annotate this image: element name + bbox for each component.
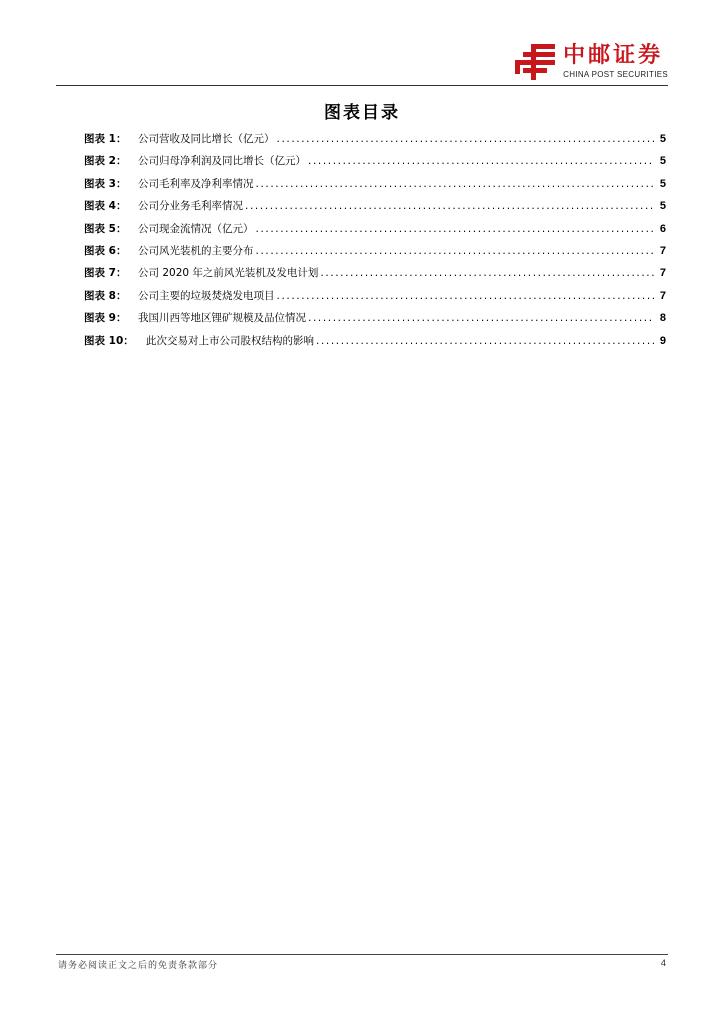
toc-entry-title: 公司风光装机的主要分布	[138, 244, 254, 257]
toc-entry-page: 5	[659, 200, 666, 213]
toc-entry-label: 图表 8：	[84, 289, 127, 302]
logo-chinese-name: 中邮证券	[563, 43, 664, 68]
toc-entry-title: 公司营收及同比增长（亿元）	[138, 133, 275, 145]
logo-english-name: CHINA POST SECURITIES	[563, 70, 668, 79]
toc-entry-page: 5	[659, 155, 666, 168]
toc-entry-title: 公司主要的垃圾焚烧发电项目	[138, 289, 275, 302]
toc-entry-title: 公司 2020 年之前风光装机及发电计划	[138, 267, 319, 280]
toc-entry-label: 图表 7：	[84, 267, 127, 280]
toc-leader-dots	[277, 131, 655, 147]
footer-page-number: 4	[660, 958, 666, 969]
toc-entry-label: 图表 5：	[84, 222, 127, 235]
toc-entry[interactable]	[84, 221, 666, 243]
header-divider	[56, 85, 668, 86]
toc-entry-label: 图表 1：	[84, 133, 127, 145]
toc-entry[interactable]	[84, 310, 666, 332]
toc-entry[interactable]	[84, 243, 666, 265]
toc-entry-page: 7	[659, 267, 666, 280]
footer-divider	[56, 954, 668, 955]
toc-entry-title: 我国川西等地区锂矿规模及品位情况	[138, 312, 306, 325]
page-title: 图表目录	[324, 103, 400, 123]
toc-entry-page: 7	[659, 289, 666, 302]
toc-entry-label: 图表 2：	[84, 155, 127, 168]
toc-leader-dots	[245, 198, 654, 214]
toc-entry-label: 图表 3：	[84, 177, 127, 190]
footer-disclaimer: 请务必阅读正文之后的免责条款部分	[58, 961, 219, 971]
toc-entry-page: 9	[659, 334, 666, 347]
toc-entry-page: 7	[659, 244, 666, 257]
toc-leader-dots	[308, 153, 654, 169]
toc-leader-dots	[256, 243, 655, 259]
toc-entry-page: 5	[659, 177, 666, 190]
toc-entry-title: 此次交易对上市公司股权结构的影响	[146, 334, 314, 347]
toc-entry-title: 公司归母净利润及同比增长（亿元）	[138, 155, 306, 168]
toc-entry[interactable]	[84, 333, 666, 355]
toc-entry-page: 6	[659, 222, 666, 235]
toc-leader-dots	[256, 176, 655, 192]
toc-entry-label: 图表 10：	[84, 334, 134, 347]
toc-entry[interactable]	[84, 176, 666, 198]
toc-entry-label: 图表 4：	[84, 200, 127, 213]
toc-leader-dots	[308, 310, 654, 326]
toc-list	[84, 131, 666, 355]
toc-leader-dots	[316, 333, 654, 349]
toc-entry[interactable]	[84, 131, 666, 153]
toc-entry-title: 公司毛利率及净利率情况	[138, 177, 254, 190]
toc-entry[interactable]	[84, 265, 666, 287]
toc-entry-label: 图表 9：	[84, 312, 127, 325]
toc-leader-dots	[320, 265, 654, 281]
toc-entry-label: 图表 6：	[84, 244, 127, 257]
toc-entry-page: 8	[659, 312, 666, 325]
page-header	[56, 40, 668, 86]
toc-entry[interactable]	[84, 288, 666, 310]
company-logo	[513, 42, 668, 82]
toc-entry-title: 公司现金流情况（亿元）	[138, 222, 254, 235]
toc-leader-dots	[256, 221, 655, 237]
toc-entry-title: 公司分业务毛利率情况	[138, 200, 243, 213]
toc-entry-page: 5	[659, 133, 666, 145]
toc-entry[interactable]	[84, 153, 666, 175]
toc-entry[interactable]	[84, 198, 666, 220]
toc-leader-dots	[277, 288, 655, 304]
china-post-logo-icon	[513, 42, 557, 82]
